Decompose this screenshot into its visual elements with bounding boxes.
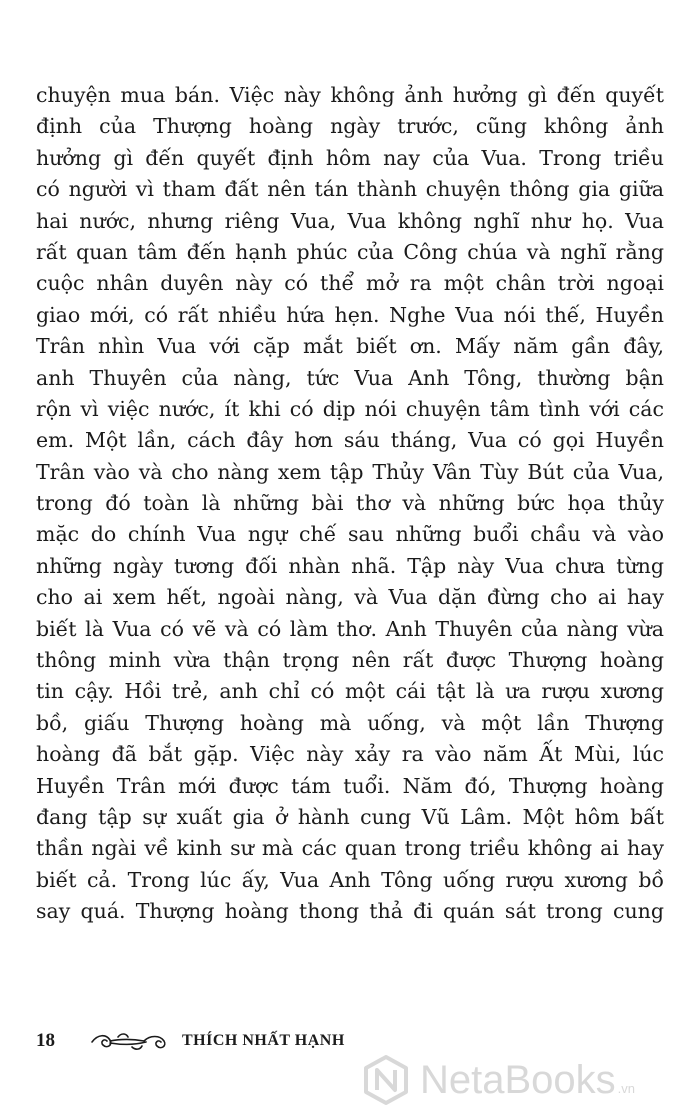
text-line: anh Thuyên của nàng, tức Vua Anh Tông, thường bận [36,365,664,390]
text-line: hoàng đã bắt gặp. Việc này xảy ra vào năm Ất Mùi, lúc [36,742,664,767]
text-line: biết cả. Trong lúc ấy, Vua Anh Tông uống rượu xương bồ [36,867,664,892]
text-line: rộn vì việc nước, ít khi có dịp nói chuyện tâm tình với các [36,396,664,421]
watermark [360,1052,690,1108]
text-line: giao mới, có rất nhiều hứa hẹn. Nghe Vua nói thế, Huyền [36,302,664,327]
text-line: đang tập sự xuất gia ở hành cung Vũ Lâm. Một hôm bất [36,804,664,829]
text-line: những ngày tương đối nhàn nhã. Tập này Vua chưa từng [36,553,664,578]
text-line: rất quan tâm đến hạnh phúc của Công chúa và nghĩ rằng [36,239,664,264]
text-line: Trân nhìn Vua với cặp mắt biết ơn. Mấy năm gần đây, [36,334,664,359]
text-line: say quá. Thượng hoàng thong thả đi quán sát trong cung [36,899,664,924]
text-line: trong đó toàn là những bài thơ và những bức họa thủy [36,491,664,516]
text-line: cuộc nhân duyên này có thể mở ra một chân trời ngoại [36,271,664,296]
text-line: Trân vào và cho nàng xem tập Thủy Vân Tùy Bút của Vua, [36,459,664,484]
watermark-suffix: .vn [617,1081,636,1096]
text-line: bồ, giấu Thượng hoàng mà uống, và một lần Thượng [36,710,664,735]
text-line: thần ngài về kinh sư mà các quan trong triều không ai hay [36,836,664,861]
text-line: có người vì tham đất nên tán thành chuyện thông gia giữa [36,177,664,202]
netabooks-logo-icon [360,1054,412,1106]
page-footer [36,1026,345,1056]
text-line: định của Thượng hoàng ngày trước, cũng không ảnh [36,114,664,139]
page-number: 18 [36,1030,55,1051]
text-line: thông minh vừa thận trọng nên rất được Thượng hoàng [36,648,664,673]
page-body [36,80,664,928]
author-name: THÍCH NHẤT HẠNH [182,1032,345,1049]
text-line: hai nước, nhưng riêng Vua, Vua không nghĩ như họ. Vua [36,208,664,233]
text-line: biết là Vua có vẽ và có làm thơ. Anh Thuyên của nàng vừa [36,616,664,641]
watermark-brand: NetaBooks [420,1057,616,1102]
text-line: cho ai xem hết, ngoài nàng, và Vua dặn đừng cho ai hay [36,585,664,610]
text-line: mặc do chính Vua ngự chế sau những buổi chầu và vào [36,522,664,547]
text-line: hưởng gì đến quyết định hôm nay của Vua. Trong triều [36,145,664,170]
text-line: Huyền Trân mới được tám tuổi. Năm đó, Thượng hoàng [36,773,664,798]
text-line: em. Một lần, cách đây hơn sáu tháng, Vua có gọi Huyền [36,428,664,453]
text-line: tin cậy. Hồi trẻ, anh chỉ có một cái tật là ưa rượu xương [36,679,664,704]
scroll-ornament-icon [88,1029,170,1053]
text-line: chuyện mua bán. Việc này không ảnh hưởng gì đến quyết [36,83,664,107]
